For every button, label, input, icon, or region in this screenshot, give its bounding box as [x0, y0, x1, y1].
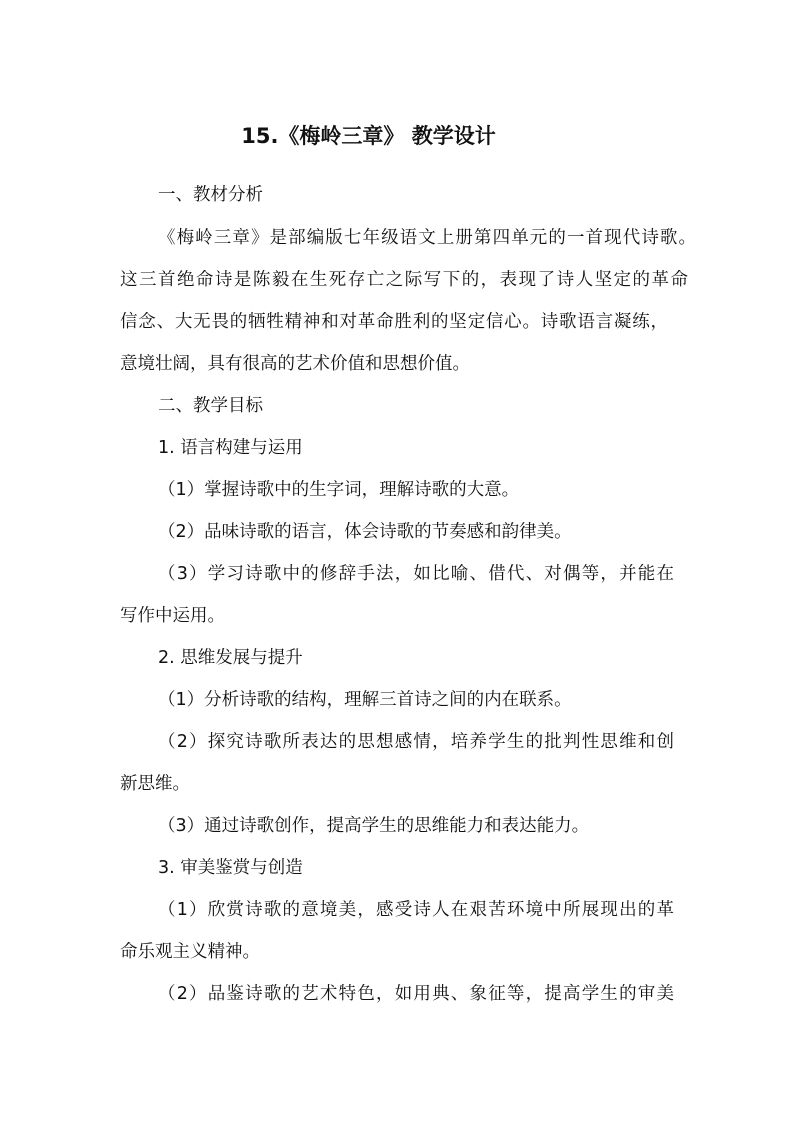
objective-item-continued: 命乐观主义精神。	[120, 942, 260, 962]
section-heading-textbook-analysis: 一、教材分析	[158, 185, 263, 205]
objective-item: （1）分析诗歌的结构，理解三首诗之间的内在联系。	[158, 690, 572, 710]
subheading-language: 1. 语言构建与运用	[158, 438, 303, 458]
paragraph-line: 信念、大无畏的牺牲精神和对革命胜利的坚定信心。诗歌语言凝练，	[120, 312, 668, 332]
subheading-thinking: 2. 思维发展与提升	[158, 648, 303, 668]
objective-item: （2）探究诗歌所表达的思想感情，培养学生的批判性思维和创	[158, 732, 674, 752]
objective-item: （3）学习诗歌中的修辞手法，如比喻、借代、对偶等，并能在	[158, 564, 674, 584]
objective-item: （3）通过诗歌创作，提高学生的思维能力和表达能力。	[158, 816, 590, 836]
objective-item: （2）品鉴诗歌的艺术特色，如用典、象征等，提高学生的审美	[158, 984, 674, 1004]
section-heading-teaching-objectives: 二、教学目标	[158, 396, 263, 416]
subheading-aesthetics: 3. 审美鉴赏与创造	[158, 858, 303, 878]
paragraph-line: 意境壮阔，具有很高的艺术价值和思想价值。	[120, 354, 470, 374]
objective-item: （1）掌握诗歌中的生字词，理解诗歌的大意。	[158, 480, 520, 500]
document-title: 15.《梅岭三章》 教学设计	[241, 124, 496, 148]
objective-item-continued: 新思维。	[120, 774, 190, 794]
objective-item: （2）品味诗歌的语言，体会诗歌的节奏感和韵律美。	[158, 522, 572, 542]
objective-item-continued: 写作中运用。	[120, 606, 225, 626]
paragraph-line: 这三首绝命诗是陈毅在生死存亡之际写下的，表现了诗人坚定的革命	[120, 270, 688, 290]
paragraph-line: 《梅岭三章》是部编版七年级语文上册第四单元的一首现代诗歌。	[158, 228, 696, 248]
objective-item: （1）欣赏诗歌的意境美，感受诗人在艰苦环境中所展现出的革	[158, 900, 674, 920]
